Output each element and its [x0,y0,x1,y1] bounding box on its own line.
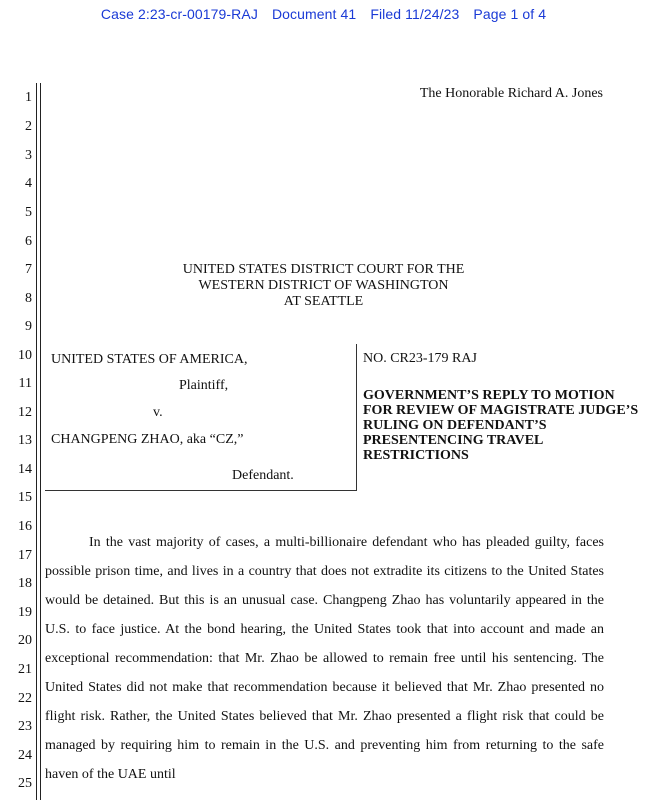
line-number: 15 [18,490,32,505]
versus-label: v. [153,405,163,420]
line-number: 14 [18,462,32,477]
ecf-header [0,6,647,22]
filed-date-stamp: Filed 11/24/23 [370,6,460,22]
line-number: 18 [18,576,32,591]
line-number: 6 [25,234,32,249]
body-paragraph: In the vast majority of cases, a multi-billionaire defendant who has pleaded guilty, faces possible prison time, and lives in a country that does not extradite its citizens to the United States would be detained. But this is an unusual case. Changpeng Zhao has voluntarily appeared in the U.S. to face justice. At the bond hearing, the United States took that into account and made an exceptional recommendation: that Mr. Zhao be allowed to remain free until his sentencing. The United States did not make that recommendation because it believed that Mr. Zhao presented no flight risk. Rather, the United States believed that Mr. Zhao presented a flight risk that could be managed by requiring him to remain in the U.S. and preventing him from returning to the safe haven of the UAE until [45,535,604,782]
defendant-name: CHANGPENG ZHAO, aka “CZ,” [51,432,244,447]
judge-name: The Honorable Richard A. Jones [419,86,603,101]
court-heading-line-2: WESTERN DISTRICT OF WASHINGTON [198,278,449,293]
docket-number: NO. CR23-179 RAJ [363,351,477,366]
line-number: 11 [18,376,32,391]
line-number: 8 [25,291,32,306]
document-number-stamp: Document 41 [271,6,357,22]
case-caption-box [45,344,357,491]
line-number: 10 [18,348,32,363]
court-heading [0,262,647,310]
line-number: 19 [18,605,32,620]
line-number: 7 [25,262,32,277]
plaintiff-name: UNITED STATES OF AMERICA, [51,352,248,367]
defendant-label: Defendant. [232,468,294,483]
court-heading-line-3: AT SEATTLE [283,294,364,309]
line-number: 22 [18,691,32,706]
line-number: 12 [18,405,32,420]
line-number: 16 [18,519,32,534]
line-number: 21 [18,662,32,677]
margin-rule-inner [40,83,41,800]
line-number: 4 [25,176,32,191]
line-number: 25 [18,776,32,791]
line-number: 20 [18,633,32,648]
line-number: 9 [25,319,32,334]
line-number: 2 [25,119,32,134]
line-number: 23 [18,719,32,734]
line-number: 24 [18,748,32,763]
page-count-stamp: Page 1 of 4 [473,6,547,22]
line-number: 1 [25,90,32,105]
line-number: 3 [25,148,32,163]
margin-rule-outer [36,83,37,800]
court-heading-line-1: UNITED STATES DISTRICT COURT FOR THE [182,262,465,277]
line-number: 5 [25,205,32,220]
document-title: GOVERNMENT’S REPLY TO MOTION FOR REVIEW OF MAGISTRATE JUDGE’S RULING ON DEFENDANT’S PRESENTENCING TRAVEL RESTRICTIONS [363,388,639,463]
line-number: 13 [18,433,32,448]
line-number: 17 [18,548,32,563]
case-number-stamp: Case 2:23-cr-00179-RAJ [100,6,258,22]
plaintiff-label: Plaintiff, [179,378,229,393]
